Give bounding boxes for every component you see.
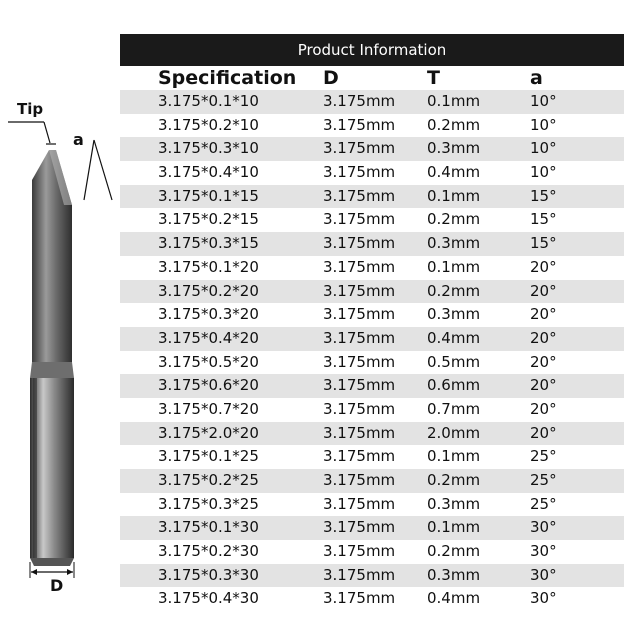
cell-specification: 3.175*0.3*15 — [158, 234, 259, 253]
cell-a: 30° — [530, 565, 557, 584]
table-row — [120, 516, 624, 540]
table-row — [120, 280, 624, 304]
cell-specification: 3.175*0.6*20 — [158, 376, 259, 395]
table-header-row — [120, 66, 624, 90]
cell-d: 3.175mm — [323, 376, 396, 395]
cell-d: 3.175mm — [323, 518, 396, 537]
table-row — [120, 90, 624, 114]
cell-specification: 3.175*0.4*10 — [158, 163, 259, 182]
table-row — [120, 445, 624, 469]
table-row — [120, 587, 624, 611]
cell-specification: 3.175*0.2*25 — [158, 471, 259, 489]
cell-t: 0.7mm — [427, 399, 481, 418]
cell-a: 10° — [530, 163, 557, 182]
cell-d: 3.175mm — [323, 328, 396, 347]
cell-t: 0.3mm — [427, 234, 481, 253]
cell-d: 3.175mm — [323, 399, 396, 418]
engraving-bit-diagram — [0, 0, 120, 640]
cell-d: 3.175mm — [323, 589, 396, 608]
cell-t: 0.2mm — [427, 542, 481, 561]
cell-t: 0.4mm — [427, 163, 481, 182]
cell-specification: 3.175*0.2*15 — [158, 210, 259, 229]
cell-d: 3.175mm — [323, 115, 396, 134]
cell-d: 3.175mm — [323, 494, 396, 513]
cell-t: 0.3mm — [427, 565, 481, 584]
cell-a: 25° — [530, 447, 557, 466]
cell-t: 0.3mm — [427, 305, 481, 324]
cell-specification: 3.175*0.2*30 — [158, 542, 259, 561]
cell-d: 3.175mm — [323, 234, 396, 253]
cell-a: 25° — [530, 494, 557, 513]
cell-a: 20° — [530, 305, 557, 324]
table-row — [120, 137, 624, 161]
cell-specification: 3.175*0.1*20 — [158, 257, 259, 276]
table-row — [120, 303, 624, 327]
cell-a: 25° — [530, 471, 557, 489]
cell-specification: 3.175*0.4*30 — [158, 589, 259, 608]
cell-specification: 3.175*0.1*25 — [158, 447, 259, 466]
cell-specification: 3.175*0.3*25 — [158, 494, 259, 513]
cell-t: 0.1mm — [427, 447, 481, 466]
cell-d: 3.175mm — [323, 352, 396, 371]
engraving-bit-illustration — [0, 0, 120, 640]
table-body — [120, 90, 624, 611]
cell-a: 20° — [530, 281, 557, 300]
cell-t: 0.5mm — [427, 352, 481, 371]
table-row — [120, 161, 624, 185]
cell-t: 0.2mm — [427, 471, 481, 489]
cell-t: 0.2mm — [427, 210, 481, 229]
cell-d: 3.175mm — [323, 257, 396, 276]
cell-d: 3.175mm — [323, 139, 396, 158]
table-row — [120, 564, 624, 588]
header-d: D — [323, 67, 339, 89]
cell-d: 3.175mm — [323, 92, 396, 110]
cell-d: 3.175mm — [323, 281, 396, 300]
cell-specification: 3.175*0.3*20 — [158, 305, 259, 324]
cell-specification: 3.175*0.1*15 — [158, 186, 259, 205]
cell-d: 3.175mm — [323, 305, 396, 324]
cell-t: 0.1mm — [427, 257, 481, 276]
cell-d: 3.175mm — [323, 542, 396, 561]
cell-specification: 3.175*0.1*30 — [158, 518, 259, 537]
cell-a: 20° — [530, 328, 557, 347]
table-row — [120, 208, 624, 232]
product-info-table — [120, 34, 624, 618]
table-row — [120, 422, 624, 446]
cell-specification: 3.175*0.2*10 — [158, 115, 259, 134]
cell-t: 0.4mm — [427, 589, 481, 608]
cell-t: 0.3mm — [427, 494, 481, 513]
cell-a: 20° — [530, 423, 557, 442]
cell-a: 10° — [530, 92, 557, 110]
cell-a: 20° — [530, 399, 557, 418]
cell-t: 0.4mm — [427, 328, 481, 347]
cell-specification: 3.175*0.7*20 — [158, 399, 259, 418]
cell-a: 20° — [530, 257, 557, 276]
table-row — [120, 232, 624, 256]
cell-specification: 3.175*0.3*10 — [158, 139, 259, 158]
cell-t: 0.6mm — [427, 376, 481, 395]
cell-t: 0.1mm — [427, 518, 481, 537]
table-row — [120, 114, 624, 138]
cell-t: 0.1mm — [427, 92, 481, 110]
cell-a: 30° — [530, 542, 557, 561]
table-row — [120, 185, 624, 209]
cell-a: 20° — [530, 352, 557, 371]
table-row — [120, 469, 624, 493]
cell-a: 15° — [530, 186, 557, 205]
diameter-label: D — [50, 576, 64, 595]
cell-d: 3.175mm — [323, 186, 396, 205]
table-row — [120, 374, 624, 398]
cell-specification: 3.175*0.2*20 — [158, 281, 259, 300]
angle-label: a — [73, 130, 84, 149]
table-row — [120, 351, 624, 375]
cell-specification: 3.175*0.1*10 — [158, 92, 259, 110]
cell-a: 30° — [530, 589, 557, 608]
cell-d: 3.175mm — [323, 423, 396, 442]
cell-a: 20° — [530, 376, 557, 395]
cell-t: 2.0mm — [427, 423, 481, 442]
cell-specification: 3.175*0.4*20 — [158, 328, 259, 347]
cell-a: 15° — [530, 234, 557, 253]
cell-a: 15° — [530, 210, 557, 229]
table-row — [120, 493, 624, 517]
table-row — [120, 540, 624, 564]
cell-t: 0.2mm — [427, 281, 481, 300]
cell-specification: 3.175*0.5*20 — [158, 352, 259, 371]
cell-d: 3.175mm — [323, 210, 396, 229]
cell-a: 30° — [530, 518, 557, 537]
cell-t: 0.1mm — [427, 186, 481, 205]
cell-a: 10° — [530, 139, 557, 158]
cell-d: 3.175mm — [323, 447, 396, 466]
table-row — [120, 256, 624, 280]
cell-specification: 3.175*2.0*20 — [158, 423, 259, 442]
cell-d: 3.175mm — [323, 565, 396, 584]
cell-a: 10° — [530, 115, 557, 134]
cell-d: 3.175mm — [323, 471, 396, 489]
cell-specification: 3.175*0.3*30 — [158, 565, 259, 584]
header-specification: Specification — [158, 67, 297, 89]
tip-label: Tip — [17, 100, 44, 118]
header-a: a — [530, 67, 543, 89]
cell-t: 0.2mm — [427, 115, 481, 134]
cell-t: 0.3mm — [427, 139, 481, 158]
table-row — [120, 327, 624, 351]
cell-d: 3.175mm — [323, 163, 396, 182]
table-row — [120, 398, 624, 422]
header-t: T — [427, 67, 440, 89]
table-title: Product Information — [120, 34, 624, 66]
